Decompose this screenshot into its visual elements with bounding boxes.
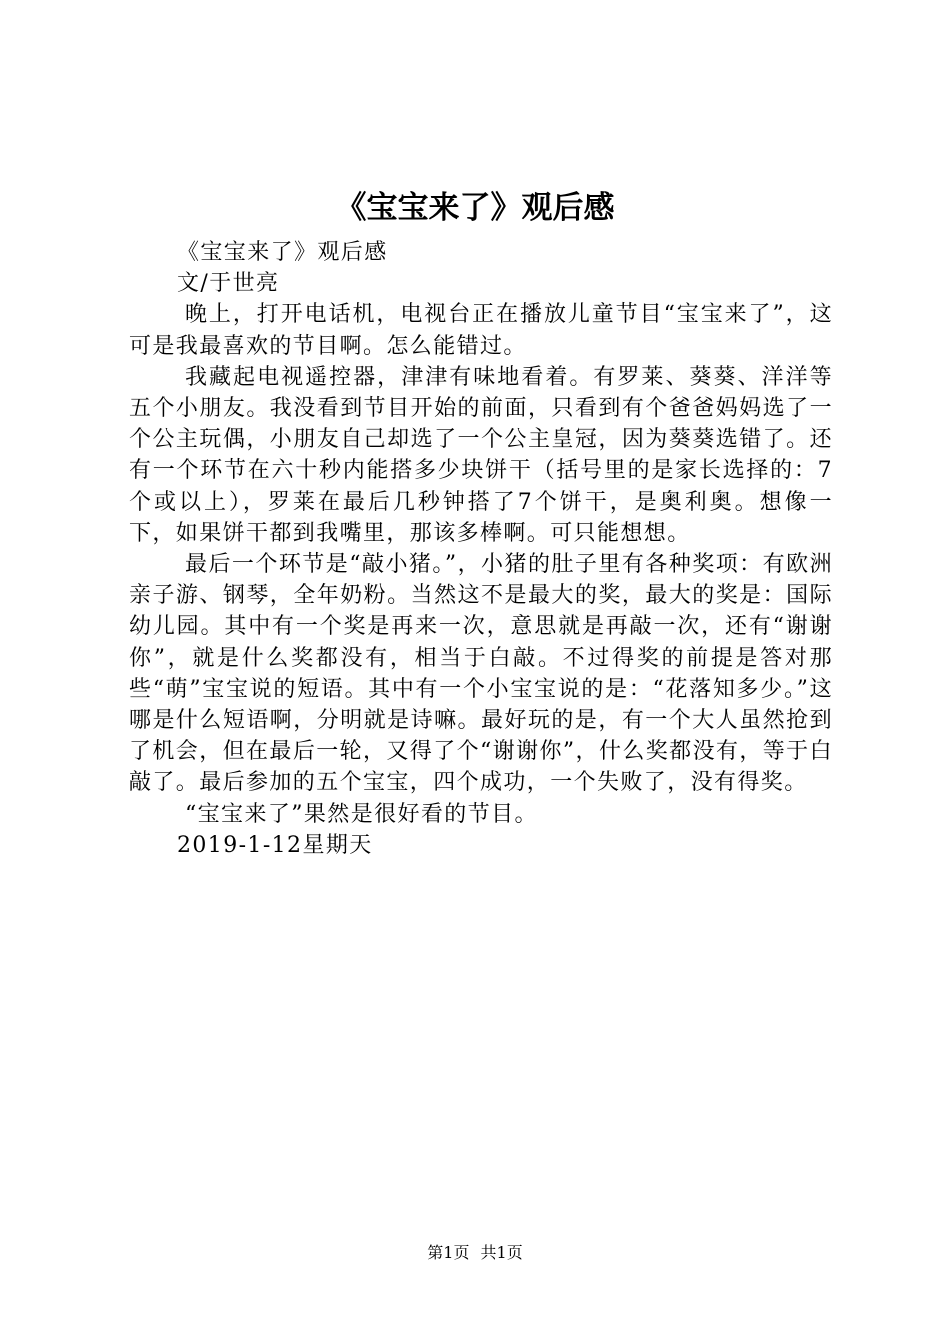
paragraph-4: “宝宝来了”果然是很好看的节目。 — [185, 801, 538, 827]
subtitle-line: 《宝宝来了》观后感 — [177, 240, 388, 265]
document-body — [129, 237, 833, 861]
paragraph-2: 我藏起电视遥控器，津津有味地看着。有罗莱、葵葵、洋洋等五个小朋友。我没看到节目开始的前面，只看到有个爸爸妈妈选了一个公主玩偶，小朋友自己却选了一个公主皇冠，因为葵葵选错了。还有一个环节在六十秒内能搭多少块饼干（括号里的是家长选择的：7个或以上），罗莱在最后几秒钟搭了7个饼干，是奥利奥。想像一下，如果饼干都到我嘴里，那该多棒啊。可只能想想。 — [129, 364, 833, 546]
date-line: 2019-1-12星期天 — [177, 832, 373, 858]
paragraph-3: 最后一个环节是“敲小猪。”，小猪的肚子里有各种奖项：有欧洲亲子游、钢琴，全年奶粉。当然这不是最大的奖，最大的奖是：国际幼儿园。其中有一个奖是再来一次，意思就是再敲一次，还有“谢谢你”，就是什么奖都没有，相当于白敲。不过得奖的前提是答对那些“萌”宝宝说的短语。其中有一个小宝宝说的是：“花落知多少。”这哪是什么短语啊，分明就是诗嘛。最好玩的是，有一个大人虽然抢到了机会，但在最后一轮，又得了个“谢谢你”，什么奖都没有，等于白敲了。最后参加的五个宝宝，四个成功，一个失败了，没有得奖。 — [129, 552, 833, 796]
page-number: 第1页 — [427, 1243, 470, 1262]
author-line: 文/于世亮 — [177, 271, 280, 297]
page-footer — [0, 1242, 950, 1264]
page-total: 共1页 — [480, 1243, 523, 1262]
document-title: 《宝宝来了》观后感 — [335, 190, 615, 226]
paragraph-1: 晚上，打开电话机，电视台正在播放儿童节目“宝宝来了”，这可是我最喜欢的节目啊。怎么能错过。 — [129, 302, 833, 359]
